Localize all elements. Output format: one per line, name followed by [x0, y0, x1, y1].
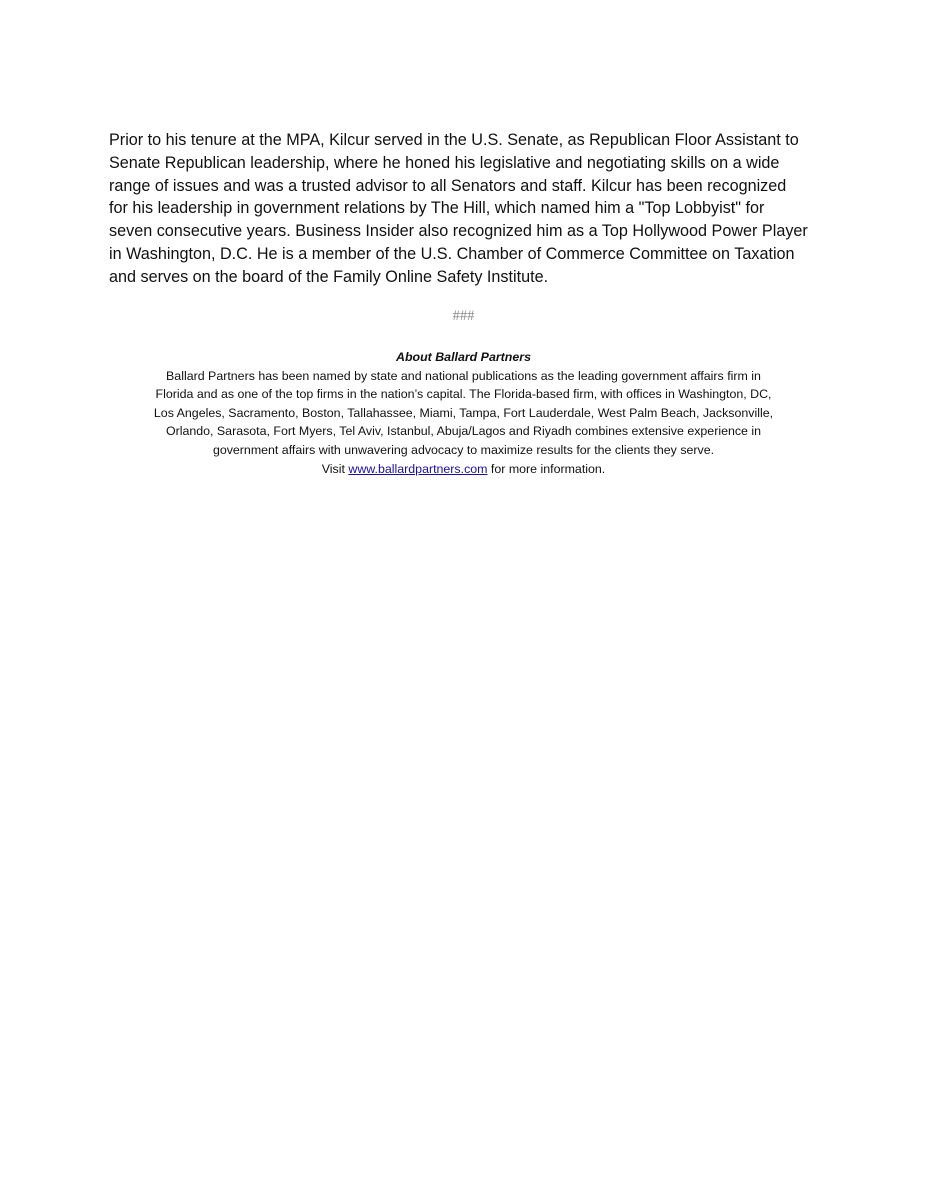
about-line: Orlando, Sarasota, Fort Myers, Tel Aviv, Istanbul, Abuja/Lagos and Riyadh combines extensive experience in: [165, 424, 762, 439]
body-line: Senate Republican leadership, where he honed his legislative and negotiating skills on a wide: [109, 153, 780, 172]
about-section: [90, 348, 837, 478]
body-line: in Washington, D.C. He is a member of the U.S. Chamber of Commerce Committee on Taxation: [109, 244, 795, 263]
about-line: Los Angeles, Sacramento, Boston, Tallahassee, Miami, Tampa, Fort Lauderdale, West Palm Beach, Jacksonville,: [153, 405, 774, 420]
visit-line: [90, 460, 837, 479]
body-line: range of issues and was a trusted advisor to all Senators and staff. Kilcur has been recognized: [109, 176, 787, 195]
body-line: and serves on the board of the Family Online Safety Institute.: [109, 267, 549, 286]
visit-prefix: Visit: [321, 461, 349, 476]
body-line: for his leadership in government relations by The Hill, which named him a "Top Lobbyist" for: [109, 199, 765, 218]
about-line: Ballard Partners has been named by state and national publications as the leading government affairs firm in: [166, 368, 761, 383]
body-line: Prior to his tenure at the MPA, Kilcur served in the U.S. Senate, as Republican Floor Assistant to: [109, 131, 799, 149]
about-line: Florida and as one of the top firms in the nation’s capital. The Florida-based firm, with offices in Washington, DC,: [155, 387, 772, 402]
about-line: government affairs with unwavering advocacy to maximize results for the clients they serve.: [212, 442, 715, 457]
body-line: seven consecutive years. Business Insider also recognized him as a Top Hollywood Power Player: [109, 222, 808, 241]
visit-suffix: for more information.: [487, 461, 606, 476]
section-separator: ###: [452, 308, 475, 324]
ballard-website-link[interactable]: www.ballardpartners.com: [348, 461, 488, 476]
body-paragraph: [109, 129, 821, 289]
about-heading: About Ballard Partners: [396, 350, 531, 364]
